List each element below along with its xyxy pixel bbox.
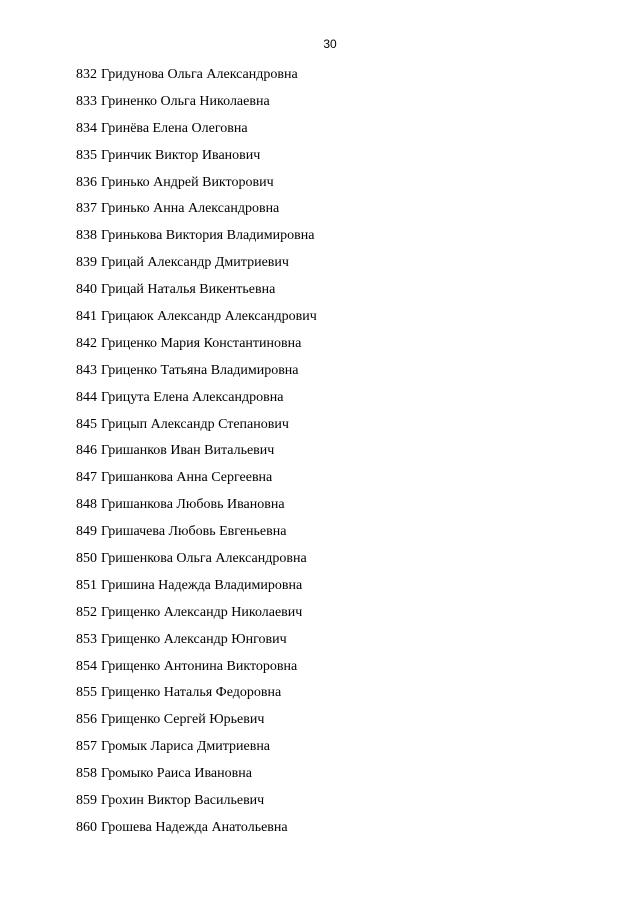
entry-name: Гришанков Иван Витальевич xyxy=(101,443,275,459)
entry-number: 841 xyxy=(76,309,97,325)
entry-number: 847 xyxy=(76,470,97,486)
list-item xyxy=(76,335,317,362)
list-item xyxy=(76,362,317,389)
list-item xyxy=(76,658,317,685)
list-item xyxy=(76,416,317,443)
entry-name: Грищенко Антонина Викторовна xyxy=(101,658,298,674)
list-item xyxy=(76,631,317,658)
entry-number: 845 xyxy=(76,416,97,432)
entry-name: Гринёва Елена Олеговна xyxy=(101,120,248,136)
entry-name: Гриценко Мария Константиновна xyxy=(101,335,302,351)
list-item xyxy=(76,174,317,201)
list-item xyxy=(76,227,317,254)
entry-name: Гришанкова Анна Сергеевна xyxy=(101,470,273,486)
entry-name: Гридунова Ольга Александровна xyxy=(101,67,298,82)
entry-name: Гринькова Виктория Владимировна xyxy=(101,228,315,244)
list-item xyxy=(76,684,317,711)
list-item xyxy=(76,765,317,792)
list-item xyxy=(76,147,317,174)
entry-name: Грищенко Сергей Юрьевич xyxy=(101,712,265,728)
list-item xyxy=(76,550,317,577)
entry-name: Грищенко Александр Николаевич xyxy=(101,604,303,620)
entry-name: Грицай Александр Дмитриевич xyxy=(101,255,289,271)
entry-number: 846 xyxy=(76,443,97,459)
entry-name: Грицып Александр Степанович xyxy=(101,416,289,432)
entry-name: Гришанкова Любовь Ивановна xyxy=(101,497,285,513)
list-item xyxy=(76,819,317,846)
entry-name: Грицута Елена Александровна xyxy=(101,389,284,405)
entry-number: 856 xyxy=(76,712,97,728)
entry-name: Гриценко Татьяна Владимировна xyxy=(101,362,299,378)
list-item xyxy=(76,254,317,281)
entry-number: 848 xyxy=(76,497,97,513)
entry-name: Грицаюк Александр Александрович xyxy=(101,309,317,325)
entry-name: Гришина Надежда Владимировна xyxy=(101,577,303,593)
list-item xyxy=(76,308,317,335)
list-item xyxy=(76,496,317,523)
entry-number: 837 xyxy=(76,201,97,217)
entry-name: Гринчик Виктор Иванович xyxy=(101,147,261,163)
entry-number: 836 xyxy=(76,174,97,190)
list-item xyxy=(76,469,317,496)
entry-name: Грищенко Наталья Федоровна xyxy=(101,685,282,701)
entry-name: Грохин Виктор Васильевич xyxy=(101,793,265,809)
name-list xyxy=(76,66,317,846)
list-item xyxy=(76,120,317,147)
list-item xyxy=(76,442,317,469)
entry-number: 853 xyxy=(76,631,97,647)
entry-number: 840 xyxy=(76,282,97,298)
entry-name: Гриненко Ольга Николаевна xyxy=(101,93,270,109)
entry-number: 858 xyxy=(76,766,97,782)
entry-name: Гринько Анна Александровна xyxy=(101,201,280,217)
entry-number: 857 xyxy=(76,739,97,755)
entry-number: 832 xyxy=(76,67,97,82)
entry-number: 859 xyxy=(76,793,97,809)
entry-number: 852 xyxy=(76,604,97,620)
list-item xyxy=(76,93,317,120)
list-item xyxy=(76,523,317,550)
entry-name: Громыко Раиса Ивановна xyxy=(101,766,252,782)
entry-number: 855 xyxy=(76,685,97,701)
entry-number: 834 xyxy=(76,120,97,136)
entry-number: 850 xyxy=(76,551,97,567)
entry-number: 860 xyxy=(76,819,97,835)
list-item xyxy=(76,389,317,416)
entry-number: 842 xyxy=(76,335,97,351)
entry-number: 839 xyxy=(76,255,97,271)
entry-number: 838 xyxy=(76,228,97,244)
entry-name: Гришачева Любовь Евгеньевна xyxy=(101,524,287,540)
entry-name: Грищенко Александр Юнгович xyxy=(101,631,287,647)
entry-name: Грицай Наталья Викентьевна xyxy=(101,282,276,298)
entry-number: 843 xyxy=(76,362,97,378)
entry-number: 835 xyxy=(76,147,97,163)
list-item xyxy=(76,577,317,604)
entry-name: Грошева Надежда Анатольевна xyxy=(101,819,288,835)
entry-number: 851 xyxy=(76,577,97,593)
entry-number: 844 xyxy=(76,389,97,405)
entry-number: 854 xyxy=(76,658,97,674)
list-item xyxy=(76,738,317,765)
entry-name: Громык Лариса Дмитриевна xyxy=(101,739,271,755)
entry-name: Гришенкова Ольга Александровна xyxy=(101,551,307,567)
list-item xyxy=(76,66,317,93)
entry-number: 849 xyxy=(76,524,97,540)
list-item xyxy=(76,711,317,738)
entry-number: 833 xyxy=(76,93,97,109)
entry-name: Гринько Андрей Викторович xyxy=(101,174,274,190)
list-item xyxy=(76,200,317,227)
list-item xyxy=(76,792,317,819)
list-item xyxy=(76,604,317,631)
list-item xyxy=(76,281,317,308)
page-number: 30 xyxy=(323,37,337,51)
